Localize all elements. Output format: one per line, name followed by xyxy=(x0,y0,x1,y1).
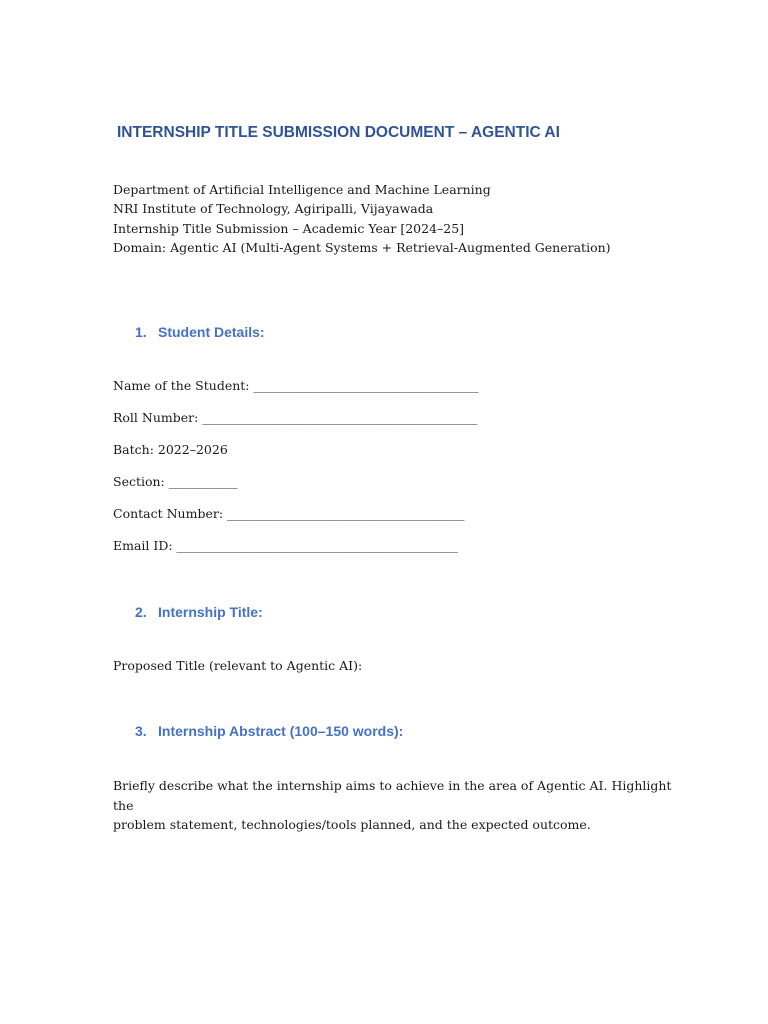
header-info xyxy=(113,180,611,257)
document-title: INTERNSHIP TITLE SUBMISSION DOCUMENT – AGENTIC AI xyxy=(117,124,560,141)
section-number: 2. xyxy=(135,604,147,620)
abstract-line: problem statement, technologies/tools planned, and the expected outcome. xyxy=(113,817,591,832)
field-email: Email ID: _____________________________________________ xyxy=(113,538,458,553)
field-batch: Batch: 2022–2026 xyxy=(113,442,228,457)
field-roll-number: Roll Number: ____________________________________________ xyxy=(113,410,478,425)
domain-line: Domain: Agentic AI (Multi-Agent Systems + Retrieval-Augmented Generation) xyxy=(113,239,611,255)
field-student-name: Name of the Student: ____________________________________ xyxy=(113,378,479,393)
institute-line: NRI Institute of Technology, Agiripalli, Vijayawada xyxy=(113,201,434,217)
section-title: Student Details: xyxy=(158,324,265,340)
field-proposed-title: Proposed Title (relevant to Agentic AI): xyxy=(113,658,363,673)
section-heading-internship-title xyxy=(135,604,263,620)
section-title: Internship Abstract (100–150 words): xyxy=(158,723,404,739)
abstract-line: Briefly describe what the internship aims to achieve in the area of Agentic AI. Highlight the xyxy=(113,778,672,813)
section-title: Internship Title: xyxy=(158,604,263,620)
academic-year-line: Internship Title Submission – Academic Year [2024–25] xyxy=(113,220,465,236)
section-heading-student-details xyxy=(135,324,265,340)
section-number: 3. xyxy=(135,723,147,739)
section-heading-abstract xyxy=(135,723,403,739)
section-number: 1. xyxy=(135,324,147,340)
field-contact-number: Contact Number: ______________________________________ xyxy=(113,506,465,521)
field-section: Section: ___________ xyxy=(113,474,238,489)
department-line: Department of Artificial Intelligence and Machine Learning xyxy=(113,182,491,197)
abstract-instructions xyxy=(113,776,673,835)
